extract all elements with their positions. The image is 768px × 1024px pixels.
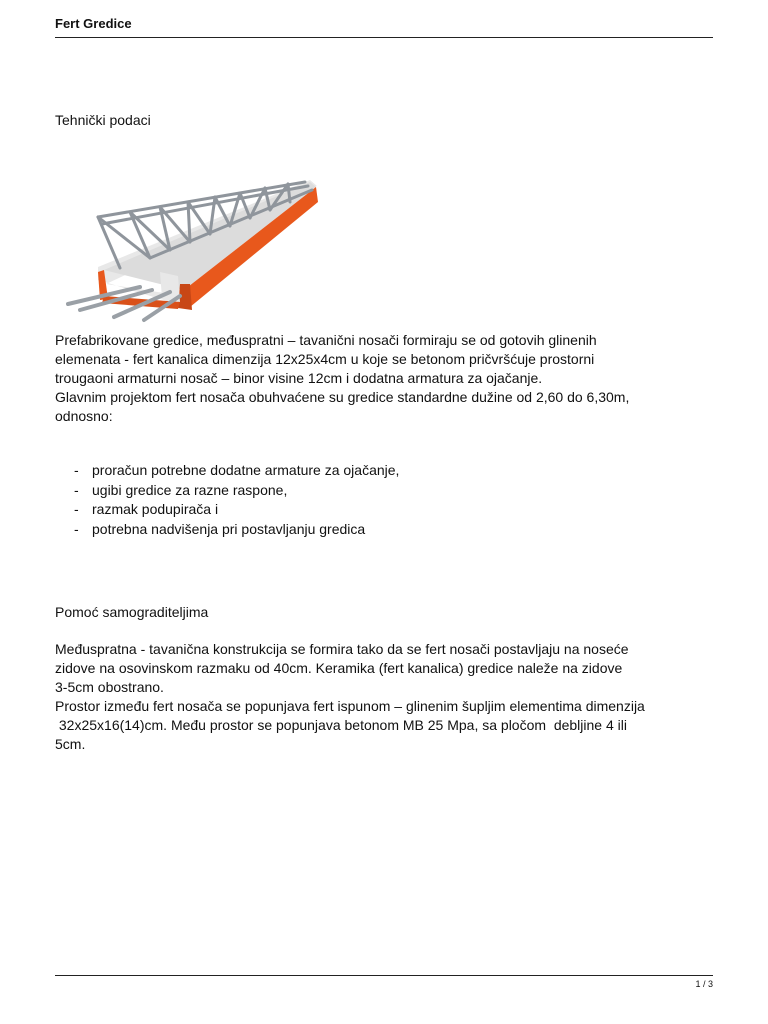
fert-beam-illustration	[60, 172, 320, 324]
page-header	[55, 15, 713, 38]
text-line: trougaoni armaturni nosač – binor visine 12cm i dodatna armatura za ojačanje.	[55, 370, 543, 386]
text-line: Prefabrikovane gredice, međuspratni – tavanični nosači formiraju se od gotovih glinenih	[55, 332, 597, 348]
page-footer	[55, 975, 713, 989]
text-line: 3-5cm obostrano.	[55, 679, 164, 695]
list-item: - ugibi gredice za razne raspone,	[74, 481, 288, 498]
help-paragraph	[55, 640, 725, 754]
text-line: 32x25x16(14)cm. Među prostor se popunjava betonom MB 25 Mpa, sa pločom debljine 4 ili	[55, 717, 627, 733]
section-heading-help: Pomoć samograditeljima	[55, 604, 209, 620]
scope-list	[74, 461, 674, 539]
text-line: elemenata - fert kanalica dimenzija 12x25x4cm u koje se betonom pričvršćuje prostorni	[55, 351, 595, 367]
text-line: zidove na osovinskom razmaku od 40cm. Keramika (fert kanalica) gredice naleže na zidove	[55, 660, 623, 676]
text-line: odnosno:	[55, 408, 113, 424]
page-title: Fert Gredice	[55, 16, 132, 31]
text-line: Međuspratna - tavanična konstrukcija se formira tako da se fert nosači postavljaju na noseće	[55, 641, 629, 657]
list-item: - potrebna nadvišenja pri postavljanju gredica	[74, 520, 366, 537]
text-line: 5cm.	[55, 736, 86, 752]
text-line: Prostor između fert nosača se popunjava fert ispunom – glinenim šupljim elementima dimenzija	[55, 698, 645, 714]
intro-paragraph	[55, 331, 725, 426]
list-item: - razmak podupirača i	[74, 501, 219, 517]
page-number: 1 / 3	[695, 979, 713, 989]
section-heading-technical: Tehnički podaci	[55, 112, 151, 128]
text-line: Glavnim projektom fert nosača obuhvaćene su gredice standardne dužine od 2,60 do 6,30m,	[55, 389, 630, 405]
list-item: - proračun potrebne dodatne armature za ojačanje,	[74, 462, 400, 478]
